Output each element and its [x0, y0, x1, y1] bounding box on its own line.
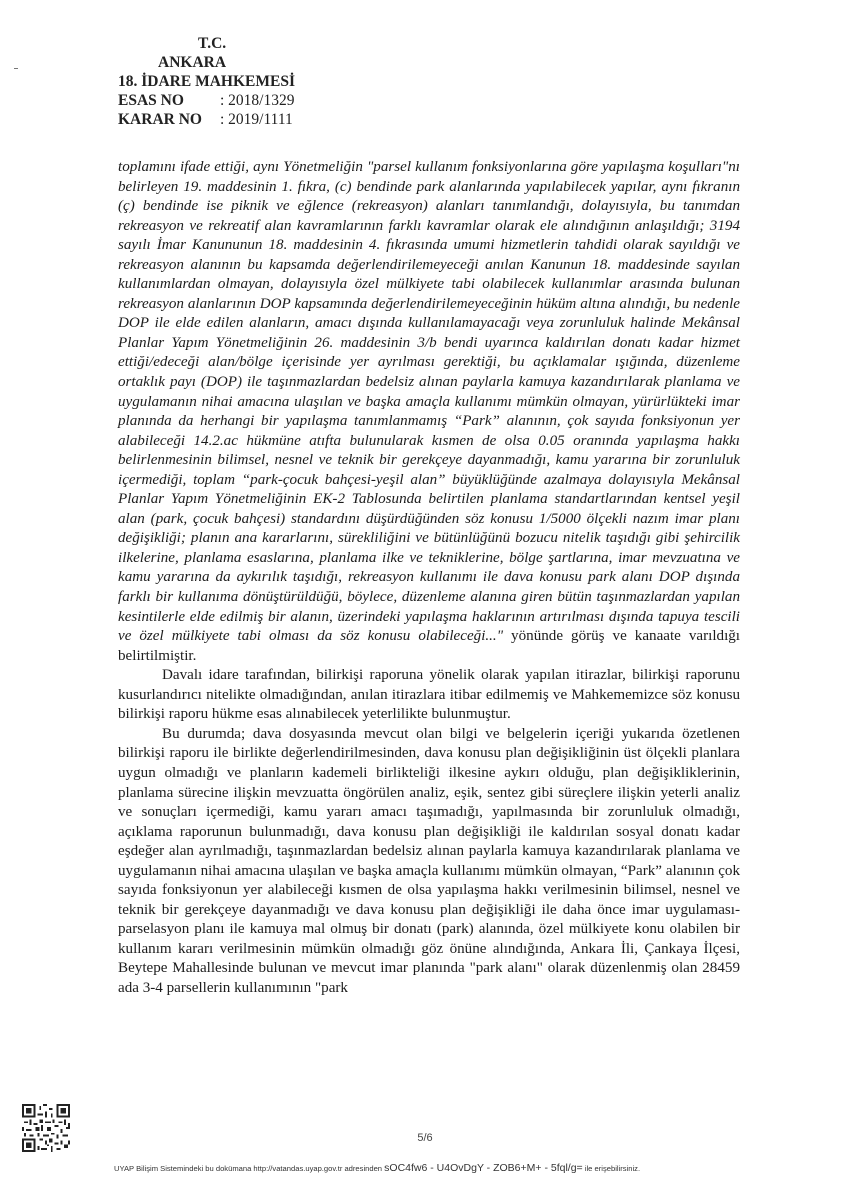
footer-note-suffix: ile erişebilirsiniz. [584, 1164, 641, 1173]
karar-label: KARAR NO [118, 111, 202, 128]
document-body [118, 158, 740, 999]
esas-value: : 2018/1329 [220, 92, 295, 109]
paragraph-conclusion: Bu durumda; dava dosyasında mevcut olan bilgi ve belgelerin içeriği yukarıda özetlenen bilirkişi raporu ile birlikte değerlendirilmesinden, dava konusu plan değişikliğinin üst ölçekli planlara uygun olmadığı ve planların kademeli birlikteliği ilkesine aykırı olduğu, plan değişikliklerinin, planlama sürecine ilişkin mevzuatta öngörülen analiz, eşik, sentez gibi süreçlere ilişkin yeterli analiz ve sonuçları içermediği, kamu yararı amacı taşımadığı, yapılmasında bir zorunluluk olmadığı, açıklama raporunun bulunmadığı, dava konusu plan değişikliği ile kaldırılan sosyal donatı kadar eşdeğer alan ayrılmadığı, taşınmazlardan bedelsiz alınan paylarla kamuya kazandırılarak planlama ve uygulamanın nihai amacına ulaşılan ve başka amaçla kullanımı mümkün olmayan, “Park” alanının çok sayıda fonksiyonun yer alabileceği kısmen de olsa yapılaşma hakkı verilmesinin bilimsel, nesnel ve teknik bir gerekçeye dayanmadığı ve dava konusu plan değişikliği ile daha önce imar uygulaması-parselasyon planı ile kamuya mal olmuş bir donatı (park) alanında, özel mülkiyete konu olabilen bir kullanım kararı verilmesinin mümkün olmadığı göz önüne alındığında, Ankara İli, Çankaya İlçesi, Beytepe Mahallesinde bulunan ve mevcut imar planında "park alanı" olarak düzenlenmiş olan 28459 ada 3-4 parsellerin kullanımının "park [118, 725, 740, 996]
court-header [118, 34, 295, 129]
header-esas [118, 91, 295, 110]
paragraph-objections: Davalı idare tarafından, bilirkişi raporuna yönelik olarak yapılan itirazlar, bilirkişi raporunu kusurlandırıcı nitelikte olmadığından, anılan itirazlara itibar edilmemiş ve Mahkememizce söz konusu bilirkişi raporu hükme esas alınabilecek yeterlilikte bulunmuştur. [118, 667, 740, 723]
uyap-footer [114, 1162, 640, 1174]
scan-mark [14, 68, 18, 69]
qr-code-icon [22, 1104, 70, 1152]
verification-code: sOC4fw6 - U4OvDgY - ZOB6+M+ - 5fql/g= [384, 1162, 583, 1174]
footer-note-prefix: UYAP Bilişim Sistemindeki bu dokümana http://vatandas.uyap.gov.tr adresinden [114, 1164, 383, 1173]
header-city: ANKARA [158, 54, 227, 71]
header-karar [118, 110, 295, 129]
header-court: 18. İDARE MAHKEMESİ [118, 73, 295, 90]
quote-text: toplamını ifade ettiği, aynı Yönetmeliğin "parsel kullanım fonksiyonlarına göre yapılaşma koşulları"nı belirleyen 19. maddesinin 1. fıkra, (c) bendinde park alanlarında yapılabilecek yapılar, aynı fıkranın (ç) bendinde ise piknik ve eğlence (rekreasyon) alanları tanımlandığı, dolayısıyla, bu tanımdan rekreasyon ve rekreatif alan kavramlarının farklı kavramlar olarak ele alındığının anlaşıldığı; 3194 sayılı İmar Kanununun 18. maddesinin 4. fıkrasında umumi hizmetlerin tahdidi olarak sayıldığı ve rekreasyon alanının bu kapsamda değerlendirilemeyeceği anılan Kanunun 18. maddesinde sayılan kullanımlardan olmayan, dolayısıyla özel mülkiyete tabi olabilecek kullanımlar arasında bulunan rekreasyon alanlarının DOP kapsamında değerlendirilemeyeceğinin hüküm altına alındığı, bu nedenle DOP ile elde edilen alanların, amacı dışında kullanılamayacağı veya zorunluluk halinde Mekânsal Planlar Yapım Yönetmeliğinin 26. maddesinin 3/b bendi uyarınca kaldırılan donatı kadar hizmet ettiği/edeceği alan/bölge içerisinde yer ayrılması gerektiği, bu açıklamalar ışığında, düzenleme ortaklık payı (DOP) ile taşınmazlardan bedelsiz alınan paylarla kamuya kazandırılarak planlama ve uygulamanın nihai amacına ulaşılan ve başka amaçla kullanımı mümkün olmayan, yürürlükteki imar planında da herhangi bir yapılaşma tanımlanmamış “Park” alanının, çok sayıda fonksiyonun yer alabileceği 14.2.ac hükmüne atıfta bulunularak kısmen de olsa 0.05 oranında yapılaşma hakkı belirlenmesinin bilimsel, nesnel ve teknik bir gerekçeye dayanmadığı, kamu yararına bir zorunluluk içermediği, toplam “park-çocuk bahçesi-yeşil alan” büyüklüğünde azalmaya dolayısıyla Mekânsal Planlar Yapım Yönetmeliğinin EK-2 Tablosunda belirtilen planlama standartlarından kentsel yeşil alan (park, çocuk bahçesi) standardını düşürdüğünden söz konusu 1/5000 ölçekli nazım imar planı değişikliği; planın ana kararlarını, sürekliliğini ve bütünlüğünü bozucu nitelik taşıdığı gibi şehircilik ilkelerine, planlama esaslarına, planlama ilke ve tekniklerine, bölge şartlarına, imar mevzuatına ve kamu yararına da aykırılık taşıdığı, rekreasyon kullanımı ile dava konusu park alanı DOP dışında farklı bir kullanıma dönüştürüldüğü, böylece, düzenleme alanına giren bütün taşınmazlardan yapılan kesintilerle elde edilmiş bir alanın, üzerindeki yapılaşma haklarının artırılması dışında tapuya tescili ve özel mülkiyete tabi olması da söz konusu olabileceği..." [118, 159, 740, 645]
paragraph-expert-quote [118, 158, 740, 666]
karar-value: : 2019/1111 [220, 111, 293, 128]
header-tc: T.C. [198, 35, 227, 52]
quote-tail: yönünde görüş ve kanaate varıldığı belirtilmiştir. [118, 628, 740, 664]
page-number: 5/6 [417, 1132, 433, 1144]
esas-label: ESAS NO [118, 92, 184, 109]
